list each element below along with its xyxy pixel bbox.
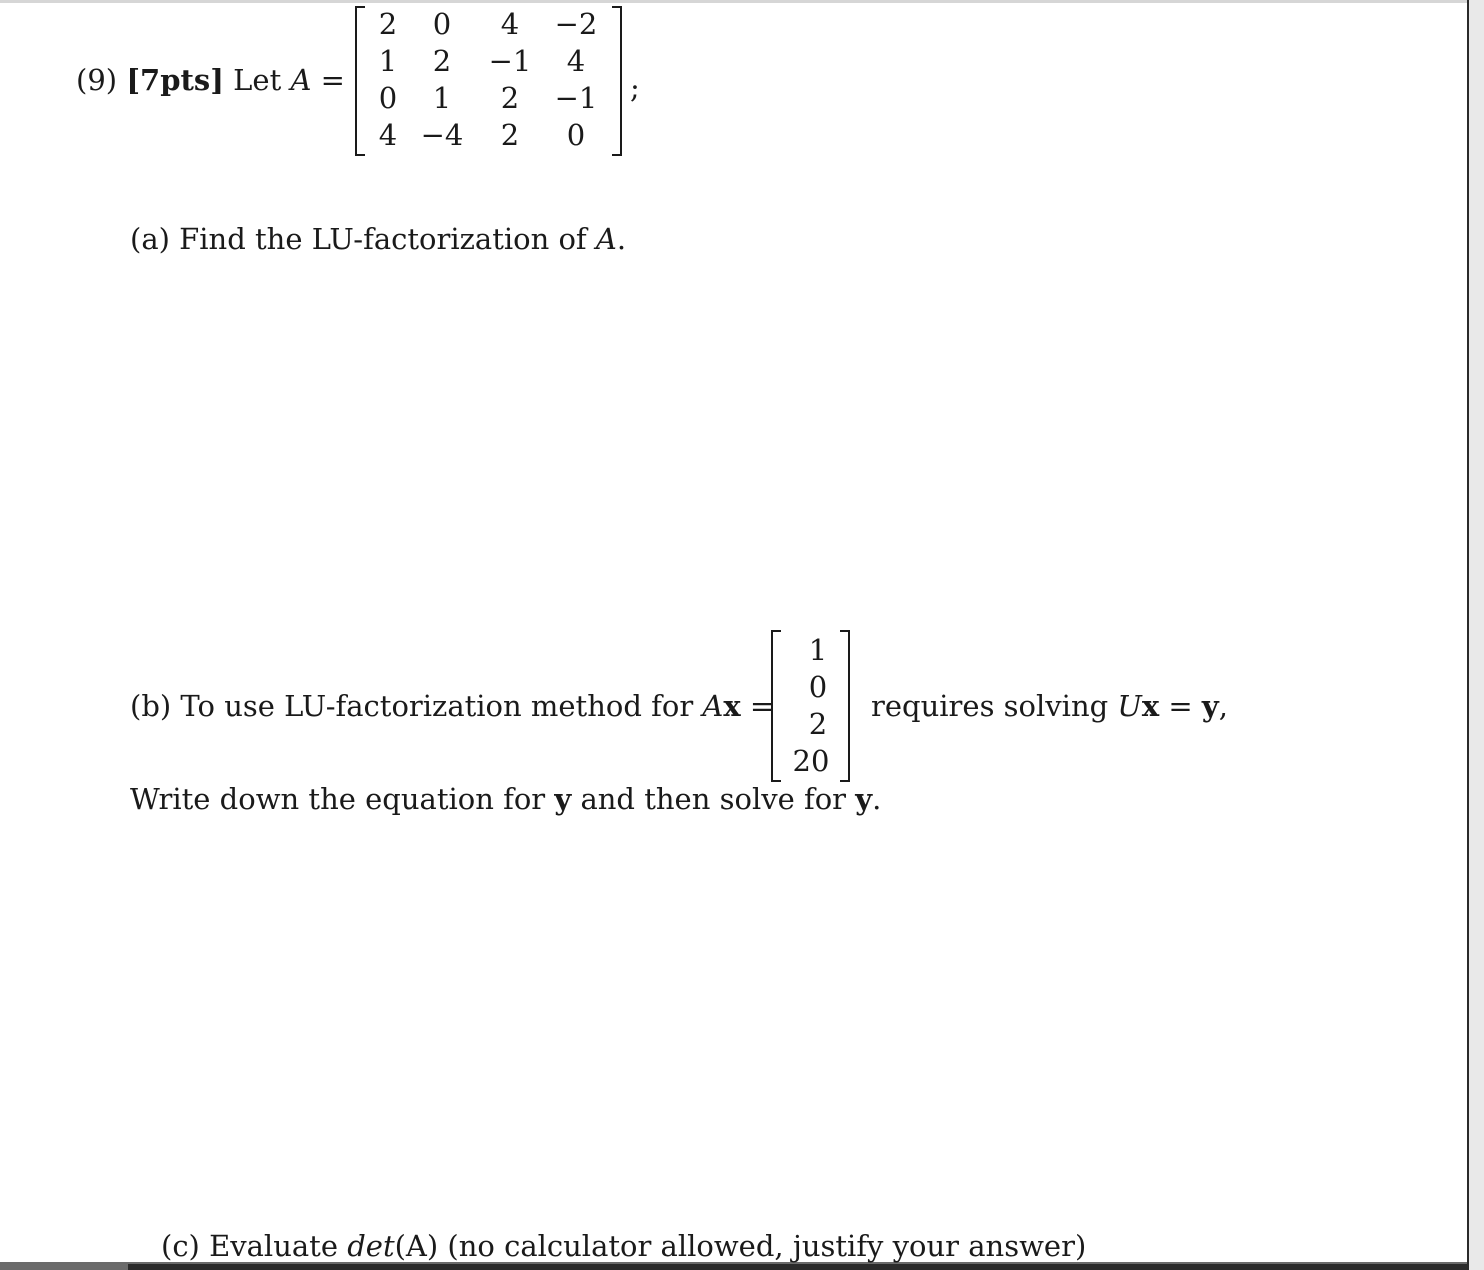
part-b-equals: = — [749, 689, 775, 723]
y-symbol: y — [1201, 689, 1219, 723]
part-b-line2 — [130, 782, 882, 816]
det-arg: (A) — [394, 1229, 439, 1263]
matrix-a-cell: 4 — [378, 118, 398, 152]
part-a-text: Find the LU-factorization of — [179, 222, 587, 256]
part-a-symbol: A — [595, 222, 617, 256]
part-b-x: x — [723, 689, 741, 723]
comma: , — [1218, 689, 1228, 723]
problem-points: [7pts] — [126, 63, 224, 97]
eq2: = — [1168, 689, 1193, 723]
part-b-text: To use LU-factorization method for — [180, 689, 694, 723]
vector-b-entry: 20 — [792, 744, 830, 778]
vector-b-entry: 2 — [808, 707, 828, 741]
vector-b-entry: 0 — [808, 670, 828, 704]
part-b-requires — [871, 689, 1228, 723]
part-c-before: Evaluate — [209, 1229, 338, 1263]
part-b-line1 — [130, 689, 775, 723]
page-top-edge — [0, 0, 1484, 3]
problem-header — [76, 63, 345, 97]
problem-let: Let — [233, 63, 282, 97]
part-c — [161, 1229, 1087, 1263]
matrix-a-cell: −1 — [554, 81, 598, 115]
matrix-a-cell: 4 — [566, 44, 586, 78]
matrix-a-cell: 1 — [378, 44, 398, 78]
page-scrollbar[interactable] — [1467, 0, 1484, 1270]
part-b-label: (b) — [130, 689, 172, 723]
matrix-a-cell: 0 — [566, 118, 586, 152]
part-a — [130, 222, 627, 256]
line2-y: y — [554, 782, 572, 816]
matrix-a-cell: 2 — [500, 81, 520, 115]
U-symbol: U — [1117, 689, 1142, 723]
line2-end: . — [872, 782, 882, 816]
x-symbol: x — [1141, 689, 1160, 723]
line2-mid: and then solve for — [580, 782, 847, 816]
part-b-A: A — [702, 689, 724, 723]
matrix-a-cell: 2 — [432, 44, 452, 78]
part-a-end: . — [616, 222, 627, 256]
matrix-a-cell: 4 — [500, 7, 520, 41]
part-a-label: (a) — [130, 222, 170, 256]
matrix-a-cell: 2 — [378, 7, 398, 41]
matrix-a-cell: −4 — [420, 118, 464, 152]
line2-y2: y — [855, 782, 873, 816]
equals-sign: = — [320, 63, 345, 97]
matrix-a-cell: 2 — [500, 118, 520, 152]
matrix-symbol: A — [290, 63, 312, 97]
part-c-after: (no calculator allowed, justify your answer) — [447, 1229, 1087, 1263]
matrix-a-cell: 0 — [378, 81, 398, 115]
page-bottom-shadow — [128, 1264, 1467, 1270]
semicolon: ; — [630, 71, 640, 105]
matrix-a-right-bracket — [612, 6, 622, 156]
vector-b-left-bracket — [771, 630, 781, 782]
matrix-a-cell: −1 — [488, 44, 532, 78]
part-c-label: (c) — [161, 1229, 200, 1263]
matrix-a-cell: 1 — [432, 81, 452, 115]
requires-text: requires solving — [871, 689, 1109, 723]
vector-b-entry: 1 — [808, 633, 828, 667]
matrix-a-cell: −2 — [554, 7, 598, 41]
line2-text: Write down the equation for — [130, 782, 546, 816]
matrix-a-cell: 0 — [432, 7, 452, 41]
problem-number: (9) — [76, 63, 118, 97]
det-symbol: det — [347, 1229, 395, 1263]
